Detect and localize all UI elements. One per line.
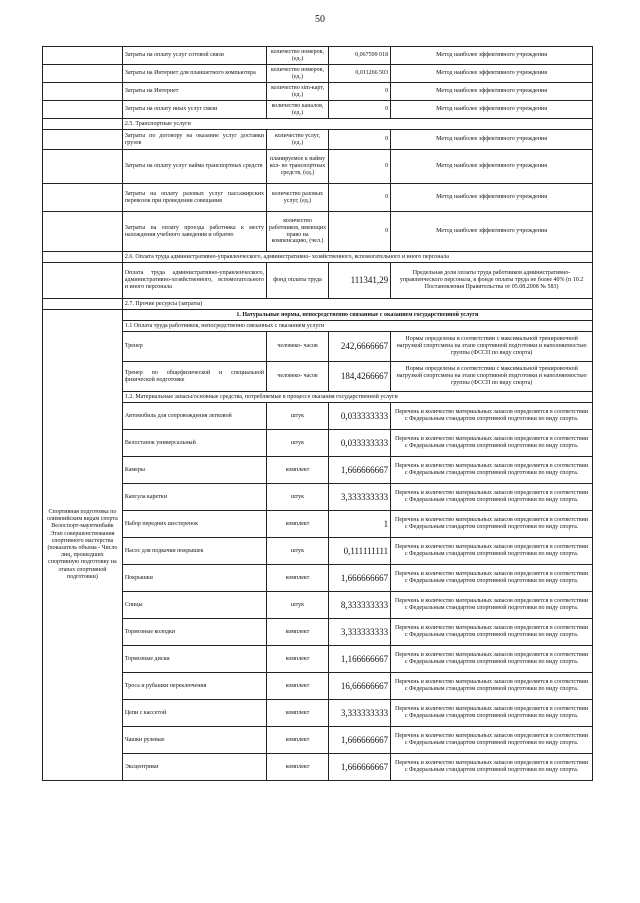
row-label: Затраты на оплату проезда работника к месту нахождения учебного заведения и обратно xyxy=(122,212,266,252)
row-method: Перечень и количество материальных запасов определяется в соответствии с Федеральным стандартом спортивной подготовки по виду спорта. xyxy=(391,646,593,673)
row-unit: человеко- часов xyxy=(266,362,328,392)
row-label: Покрышки xyxy=(122,565,266,592)
row-value: 1,166666667 xyxy=(329,646,391,673)
row-label: Тормозные колодки xyxy=(122,619,266,646)
row-value: 3,333333333 xyxy=(329,619,391,646)
row-method: Метод наиболее эффективного учреждения xyxy=(391,130,593,150)
row-method: Нормы определены в соответствии с максимальной тренировочной нагрузкой спортсмена на этапе спортивной подготовки и наполняемостью группы (ФССП по виду спорта) xyxy=(391,362,593,392)
left-margin-cell xyxy=(43,119,123,130)
row-unit: комплект xyxy=(266,565,328,592)
table-row xyxy=(43,538,593,565)
row-label: Тренер xyxy=(122,332,266,362)
table-row xyxy=(43,263,593,299)
row-label: Чашки рулевые xyxy=(122,727,266,754)
row-label: Затраты на Интернет для планшетного компьютера xyxy=(122,65,266,83)
section-heading: 2.5. Транспортные услуги xyxy=(122,119,592,130)
row-unit: количество услуг, (ед.) xyxy=(266,130,328,150)
row-unit: штук xyxy=(266,403,328,430)
table-row xyxy=(43,430,593,457)
row-method: Метод наиболее эффективного учреждения xyxy=(391,212,593,252)
left-margin-cell xyxy=(43,150,123,184)
table-row xyxy=(43,457,593,484)
row-value: 0 xyxy=(329,212,391,252)
row-label: Велостанок универсальный xyxy=(122,430,266,457)
row-label: Затраты на Интернет xyxy=(122,83,266,101)
row-value: 1 xyxy=(329,511,391,538)
row-value: 8,333333333 xyxy=(329,592,391,619)
cost-norms-table xyxy=(42,46,593,781)
table-row xyxy=(43,392,593,403)
row-value: 0,033333333 xyxy=(329,430,391,457)
row-unit: комплект xyxy=(266,754,328,781)
row-label: Капсула каретки xyxy=(122,484,266,511)
row-method: Нормы определены в соответствии с максимальной тренировочной нагрузкой спортсмена на этапе спортивной подготовки и наполняемостью группы (ФССП по виду спорта) xyxy=(391,332,593,362)
row-label: Цепи с кассетой xyxy=(122,700,266,727)
table-row xyxy=(43,321,593,332)
row-label: Камеры xyxy=(122,457,266,484)
table-row xyxy=(43,754,593,781)
table-row xyxy=(43,101,593,119)
table-row xyxy=(43,592,593,619)
row-unit: штук xyxy=(266,484,328,511)
page-number: 50 xyxy=(315,14,325,25)
row-method: Перечень и количество материальных запасов определяется в соответствии с Федеральным стандартом спортивной подготовки по виду спорта. xyxy=(391,673,593,700)
row-unit: количество sim-карт, (ед.) xyxy=(266,83,328,101)
row-label: Троса и рубашки переключения xyxy=(122,673,266,700)
table-row xyxy=(43,184,593,212)
row-method: Перечень и количество материальных запасов определяется в соответствии с Федеральным стандартом спортивной подготовки по виду спорта. xyxy=(391,538,593,565)
row-method: Перечень и количество материальных запасов определяется в соответствии с Федеральным стандартом спортивной подготовки по виду спорта. xyxy=(391,619,593,646)
left-margin-cell xyxy=(43,184,123,212)
row-unit: человеко- часов xyxy=(266,332,328,362)
row-unit: комплект xyxy=(266,700,328,727)
row-method: Перечень и количество материальных запасов определяется в соответствии с Федеральным стандартом спортивной подготовки по виду спорта. xyxy=(391,457,593,484)
row-unit: комплект xyxy=(266,619,328,646)
row-value: 0 xyxy=(329,150,391,184)
row-value: 1,666666667 xyxy=(329,754,391,781)
row-method: Метод наиболее эффективного учреждения xyxy=(391,65,593,83)
row-method: Перечень и количество материальных запасов определяется в соответствии с Федеральным стандартом спортивной подготовки по виду спорта. xyxy=(391,511,593,538)
table-row xyxy=(43,511,593,538)
table-row xyxy=(43,646,593,673)
row-value: 184,4266667 xyxy=(329,362,391,392)
row-unit: комплект xyxy=(266,646,328,673)
section-heading: 1.1 Оплата труда работников, непосредственно связанных с оказанием услуги xyxy=(122,321,592,332)
row-label: Эксцентрики xyxy=(122,754,266,781)
row-unit: планируемое к найму кол- во транспортных средств, (ед.) xyxy=(266,150,328,184)
section-heading: 2.6. Оплата труда административно-управленческого, административно- хозяйственного, вспомогательного и иного персонала xyxy=(122,252,592,263)
row-method: Перечень и количество материальных запасов определяется в соответствии с Федеральным стандартом спортивной подготовки по виду спорта. xyxy=(391,700,593,727)
table-row xyxy=(43,619,593,646)
row-unit: штук xyxy=(266,430,328,457)
row-label: Затраты по договору на оказание услуг доставки грузов xyxy=(122,130,266,150)
row-unit: комплект xyxy=(266,727,328,754)
row-unit: комплект xyxy=(266,673,328,700)
table-row xyxy=(43,150,593,184)
table-row xyxy=(43,299,593,310)
row-label: Оплата труда административно-управленческого, административно-хозяйственного, вспомогательного и иного персонала xyxy=(122,263,266,299)
table-row xyxy=(43,565,593,592)
row-unit: количество номеров, (ед.) xyxy=(266,47,328,65)
row-method: Перечень и количество материальных запасов определяется в соответствии с Федеральным стандартом спортивной подготовки по виду спорта. xyxy=(391,727,593,754)
table-row xyxy=(43,700,593,727)
left-margin-cell xyxy=(43,101,123,119)
row-unit: комплект xyxy=(266,511,328,538)
left-margin-cell xyxy=(43,263,123,299)
table-row xyxy=(43,362,593,392)
table-row xyxy=(43,119,593,130)
row-label: Набор передних шестеренок xyxy=(122,511,266,538)
row-label: Затраты на оплату разовых услуг пассажирских перевозок при проведении совещания xyxy=(122,184,266,212)
row-value: 3,333333333 xyxy=(329,484,391,511)
row-method: Перечень и количество материальных запасов определяется в соответствии с Федеральным стандартом спортивной подготовки по виду спорта. xyxy=(391,754,593,781)
row-unit: фонд оплаты труда xyxy=(266,263,328,299)
row-value: 0,011266 503 xyxy=(329,65,391,83)
table-row xyxy=(43,403,593,430)
row-method: Метод наиболее эффективного учреждения xyxy=(391,150,593,184)
row-method: Перечень и количество материальных запасов определяется в соответствии с Федеральным стандартом спортивной подготовки по виду спорта. xyxy=(391,430,593,457)
left-margin-cell xyxy=(43,130,123,150)
row-value: 0,067599 018 xyxy=(329,47,391,65)
table-row xyxy=(43,65,593,83)
side-note: Спортивная подготовка по олимпийским видам спорта Велоспорт-маунтинбайк Этап совершенствования спортивного мастерства (показатель объема - Число лиц, прошедших спортивную подготовку на этапах спортивной подготовки) xyxy=(43,310,123,781)
table-row xyxy=(43,727,593,754)
row-unit: количество работников, имеющих право на компенсацию, (чел.) xyxy=(266,212,328,252)
row-label: Затраты на оплату услуг сотовой связи xyxy=(122,47,266,65)
row-value: 1,666666667 xyxy=(329,457,391,484)
left-margin-cell xyxy=(43,252,123,263)
row-value: 3,333333333 xyxy=(329,700,391,727)
left-margin-cell xyxy=(43,83,123,101)
row-method: Метод наиболее эффективного учреждения xyxy=(391,83,593,101)
row-label: Автомобиль для сопровождения легковой xyxy=(122,403,266,430)
table-row xyxy=(43,83,593,101)
row-unit: штук xyxy=(266,592,328,619)
table-body xyxy=(43,47,593,781)
row-value: 16,66666667 xyxy=(329,673,391,700)
table-row xyxy=(43,673,593,700)
left-margin-cell xyxy=(43,65,123,83)
row-label: Спицы xyxy=(122,592,266,619)
row-method: Перечень и количество материальных запасов определяется в соответствии с Федеральным стандартом спортивной подготовки по виду спорта. xyxy=(391,592,593,619)
row-label: Тренер по общефизической и специальной физической подготовке xyxy=(122,362,266,392)
left-margin-cell xyxy=(43,299,123,310)
row-value: 0 xyxy=(329,101,391,119)
row-method: Метод наиболее эффективного учреждения xyxy=(391,101,593,119)
row-value: 111341,29 xyxy=(329,263,391,299)
row-method: Перечень и количество материальных запасов определяется в соответствии с Федеральным стандартом спортивной подготовки по виду спорта. xyxy=(391,565,593,592)
row-method: Метод наиболее эффективного учреждения xyxy=(391,184,593,212)
row-method: Перечень и количество материальных запасов определяется в соответствии с Федеральным стандартом спортивной подготовки по виду спорта. xyxy=(391,403,593,430)
row-unit: комплект xyxy=(266,457,328,484)
row-value: 242,6666667 xyxy=(329,332,391,362)
row-label: Насос для подкачки покрышек xyxy=(122,538,266,565)
row-value: 0,033333333 xyxy=(329,403,391,430)
row-value: 1,666666667 xyxy=(329,565,391,592)
row-value: 0,111111111 xyxy=(329,538,391,565)
table-row xyxy=(43,47,593,65)
row-method: Перечень и количество материальных запасов определяется в соответствии с Федеральным стандартом спортивной подготовки по виду спорта. xyxy=(391,484,593,511)
row-value: 0 xyxy=(329,184,391,212)
row-unit: количество разовых услуг, (ед.) xyxy=(266,184,328,212)
section-heading: 2.7. Прочие ресурсы (затраты) xyxy=(122,299,592,310)
section-heading: 1. Натуральные нормы, непосредственно связанные с оказанием государственной услуги xyxy=(122,310,592,321)
row-unit: количество каналов, (ед.) xyxy=(266,101,328,119)
row-label: Тормозные диски xyxy=(122,646,266,673)
row-label: Затраты на оплату иных услуг связи xyxy=(122,101,266,119)
row-value: 1,666666667 xyxy=(329,727,391,754)
table-row xyxy=(43,332,593,362)
left-margin-cell xyxy=(43,47,123,65)
section-heading: 1.2. Материальные запасы/основные средства, потребляемые в процессе оказания государственной услуги xyxy=(122,392,592,403)
table-row xyxy=(43,130,593,150)
row-value: 0 xyxy=(329,130,391,150)
row-method: Метод наиболее эффективного учреждения xyxy=(391,47,593,65)
row-unit: количество номеров, (ед.) xyxy=(266,65,328,83)
table-row xyxy=(43,310,593,321)
table-row xyxy=(43,252,593,263)
table-row xyxy=(43,484,593,511)
row-unit: штук xyxy=(266,538,328,565)
row-value: 0 xyxy=(329,83,391,101)
row-label: Затраты на оплату услуг найма транспортных средств xyxy=(122,150,266,184)
table-row xyxy=(43,212,593,252)
row-method: Предельная доля оплаты труда работников административно- управленческого персонала, в фонде оплаты труда не более 40% (п 10.2 Постановления Правительства от 05.08.2008 № 583) xyxy=(391,263,593,299)
left-margin-cell xyxy=(43,212,123,252)
